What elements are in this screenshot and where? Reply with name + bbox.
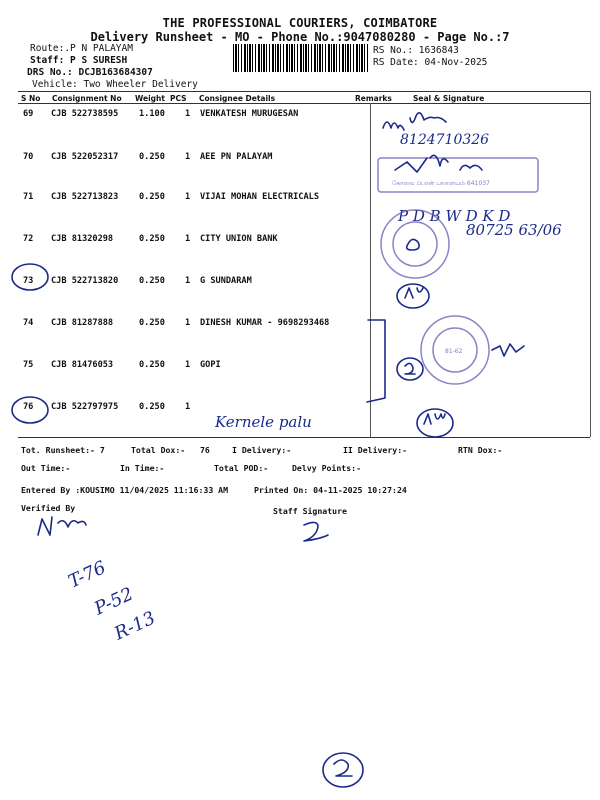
row-consignment: CJB 522738595 (51, 109, 119, 119)
row-consignment: CJB 522052317 (51, 152, 119, 162)
handwritten-row-76: Kernele palu (215, 413, 312, 431)
company-title: THE PROFESSIONAL COURIERS, COIMBATORE (162, 16, 438, 30)
row-pcs: 1 (185, 109, 191, 119)
entered-by: Entered By :KOUSIMO 11/04/2025 11:16:33 AM (21, 485, 229, 495)
staff-signature (304, 522, 328, 541)
total-pod: Total POD:- (214, 463, 269, 473)
row-sno: 72 (23, 234, 34, 244)
row-pcs: 1 (185, 152, 191, 162)
col-consignment: Consignment No (52, 94, 122, 103)
row-sno: 69 (23, 109, 34, 119)
staff-signature-label: Staff Signature (273, 506, 347, 516)
route-label: Route:.P N PALAYAM (30, 43, 133, 54)
verified-signature (38, 517, 86, 535)
col-sno: S No (21, 94, 41, 103)
row-consignment: CJB 81476053 (51, 360, 114, 370)
row-consignee: DINESH KUMAR - 9698293468 (200, 318, 330, 328)
delvy-points: Delvy Points:- (292, 463, 362, 473)
row-pcs: 1 (185, 318, 191, 328)
row-sno: 75 (23, 360, 34, 370)
runsheet-subtitle: Delivery Runsheet - MO - Phone No.:9047080280 - Page No.:7 (90, 30, 510, 44)
drs-number: DRS No.: DCJB163684307 (27, 67, 153, 78)
printed-on: Printed On: 04-11-2025 10:27:24 (254, 485, 407, 495)
row-weight: 1.100 (139, 109, 165, 119)
barcode (233, 44, 368, 72)
signature-row-76 (417, 409, 453, 437)
row-consignee: AEE PN PALAYAM (200, 152, 273, 162)
row-consignment: CJB 81320298 (51, 234, 114, 244)
row-consignment: CJB 522713820 (51, 276, 119, 286)
row-weight: 0.250 (139, 318, 165, 328)
row-consignee: CITY UNION BANK (200, 234, 278, 244)
row-sno: 71 (23, 192, 34, 202)
row-consignee: VIJAI MOHAN ELECTRICALS (200, 192, 319, 202)
col-seal-signature: Seal & Signature (413, 94, 485, 103)
verified-by: Verified By (21, 503, 76, 513)
signature-row-69 (383, 113, 446, 130)
row-pcs: 1 (185, 360, 191, 370)
row-consignee: VENKATESH MURUGESAN (200, 109, 299, 119)
col-remarks: Remarks (355, 94, 392, 103)
staff-label: Staff: P S SURESH (30, 55, 128, 66)
svg-text:81-62: 81-62 (445, 348, 463, 355)
row-weight: 0.250 (139, 360, 165, 370)
row-consignment: CJB 522713823 (51, 192, 119, 202)
row-weight: 0.250 (139, 234, 165, 244)
col-consignee: Consignee Details (199, 94, 276, 103)
row-weight: 0.250 (139, 276, 165, 286)
rs-number: RS No.: 1636843 (373, 45, 459, 56)
row-consignment: CJB 81287888 (51, 318, 114, 328)
handwritten-row-71b: 80725 63/06 (466, 221, 562, 239)
circle-mark-75 (397, 358, 423, 380)
row-consignee: GOPI (200, 360, 221, 370)
tally-rtn: R-13 (111, 607, 159, 645)
row-consignment: CJB 522797975 (51, 402, 119, 412)
handwritten-row-71: P D B W D K D (398, 207, 511, 225)
row-weight: 0.250 (139, 152, 165, 162)
row-weight: 0.250 (139, 402, 165, 412)
row-pcs: 1 (185, 276, 191, 286)
i-delivery: I Delivery:- (232, 445, 292, 455)
rs-date: RS Date: 04-Nov-2025 (373, 57, 488, 68)
rtn-dox: RTN Dox:- (458, 445, 503, 455)
vehicle-label: Vehicle: Two Wheeler Delivery (32, 79, 198, 90)
handwritten-phone: 8124710326 (400, 132, 490, 148)
row-pcs: 1 (185, 234, 191, 244)
out-time: Out Time:- (21, 463, 71, 473)
row-sno: 73 (23, 276, 34, 286)
tally-total: T-76 (65, 557, 110, 593)
row-weight: 0.250 (139, 192, 165, 202)
stamp-row-70 (378, 155, 538, 192)
row-pcs: 1 (185, 192, 191, 202)
in-time: In Time:- (120, 463, 165, 473)
total-runsheet: Tot. Runsheet:- 7 (21, 445, 105, 455)
signature-row-73 (397, 284, 429, 308)
row-pcs: 1 (185, 402, 191, 412)
svg-text:கோவை பி.என் பாளையம் 641037: கோவை பி.என் பாளையம் 641037 (392, 180, 490, 187)
seal-row-72 (381, 210, 449, 278)
col-weight: Weight (135, 94, 165, 103)
bottom-circle-mark (323, 753, 363, 787)
row-consignee: G SUNDARAM (200, 276, 252, 286)
col-pcs: PCS (170, 94, 187, 103)
tally-pod: P-52 (91, 583, 137, 620)
row-sno: 76 (23, 402, 34, 412)
row-sno: 74 (23, 318, 34, 328)
total-dox-label: Total Dox:- (131, 445, 186, 455)
seal-row-74 (421, 316, 524, 384)
total-dox-value: 76 (200, 445, 210, 455)
ii-delivery: II Delivery:- (343, 445, 408, 455)
row-sno: 70 (23, 152, 34, 162)
